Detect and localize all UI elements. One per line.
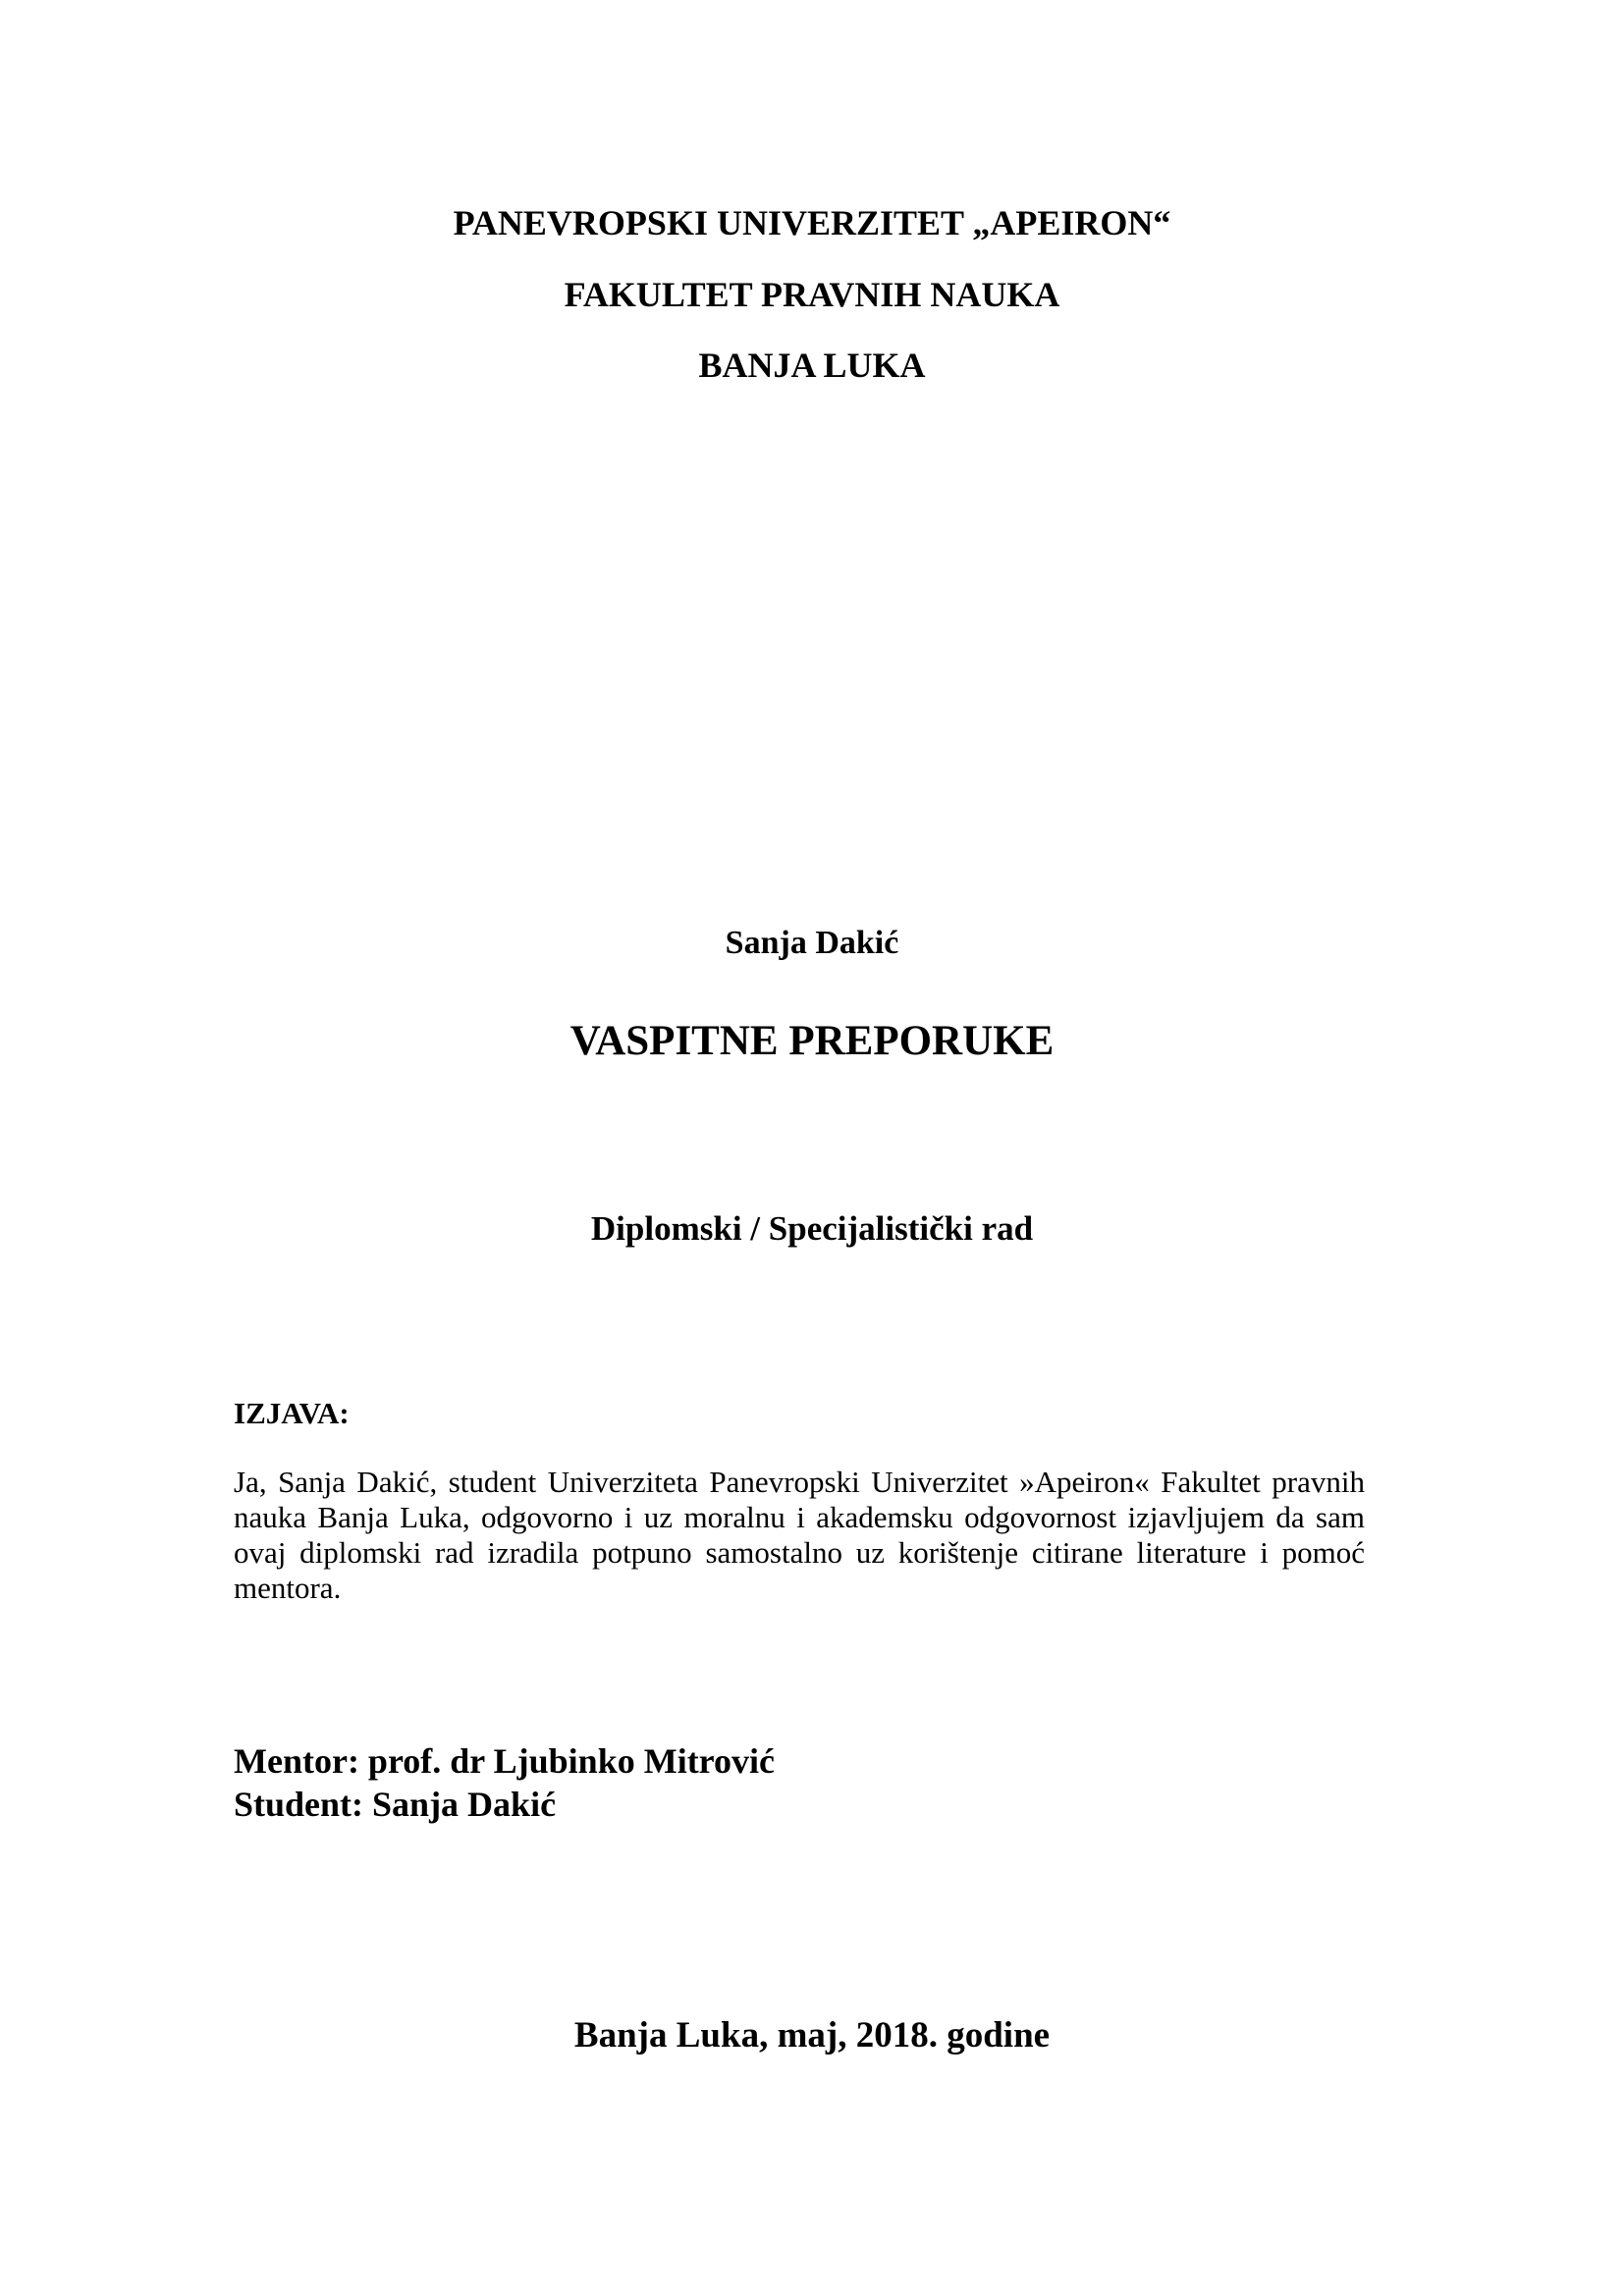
place-and-date: Banja Luka, maj, 2018. godine [573, 2015, 1051, 2056]
city-name: BANJA LUKA [698, 346, 926, 385]
declaration-text: Ja, Sanja Dakić, student Univerziteta Panevropski Univerzitet »Apeiron« Fakultet pravnih nauka Banja Luka, odgovorno i uz moralnu i akademsku odgovornost izjavljujem da sam ovaj diplomski rad izradila potpuno samostalno uz korištenje citirane literature i pomoć mentora. [234, 1465, 1365, 1605]
author-name: Sanja Dakić [725, 925, 899, 961]
mentor-line: Mentor: prof. dr Ljubinko Mitrović [234, 1741, 775, 1781]
student-line: Student: Sanja Dakić [234, 1785, 557, 1824]
thesis-title: VASPITNE PREPORUKE [569, 1018, 1055, 1064]
faculty-name: FAKULTET PRAVNIH NAUKA [564, 275, 1060, 314]
declaration-label: IZJAVA: [234, 1396, 350, 1430]
thesis-type: Diplomski / Specijalistički rad [590, 1209, 1034, 1248]
university-name: PANEVROPSKI UNIVERZITET „APEIRON“ [453, 203, 1171, 242]
